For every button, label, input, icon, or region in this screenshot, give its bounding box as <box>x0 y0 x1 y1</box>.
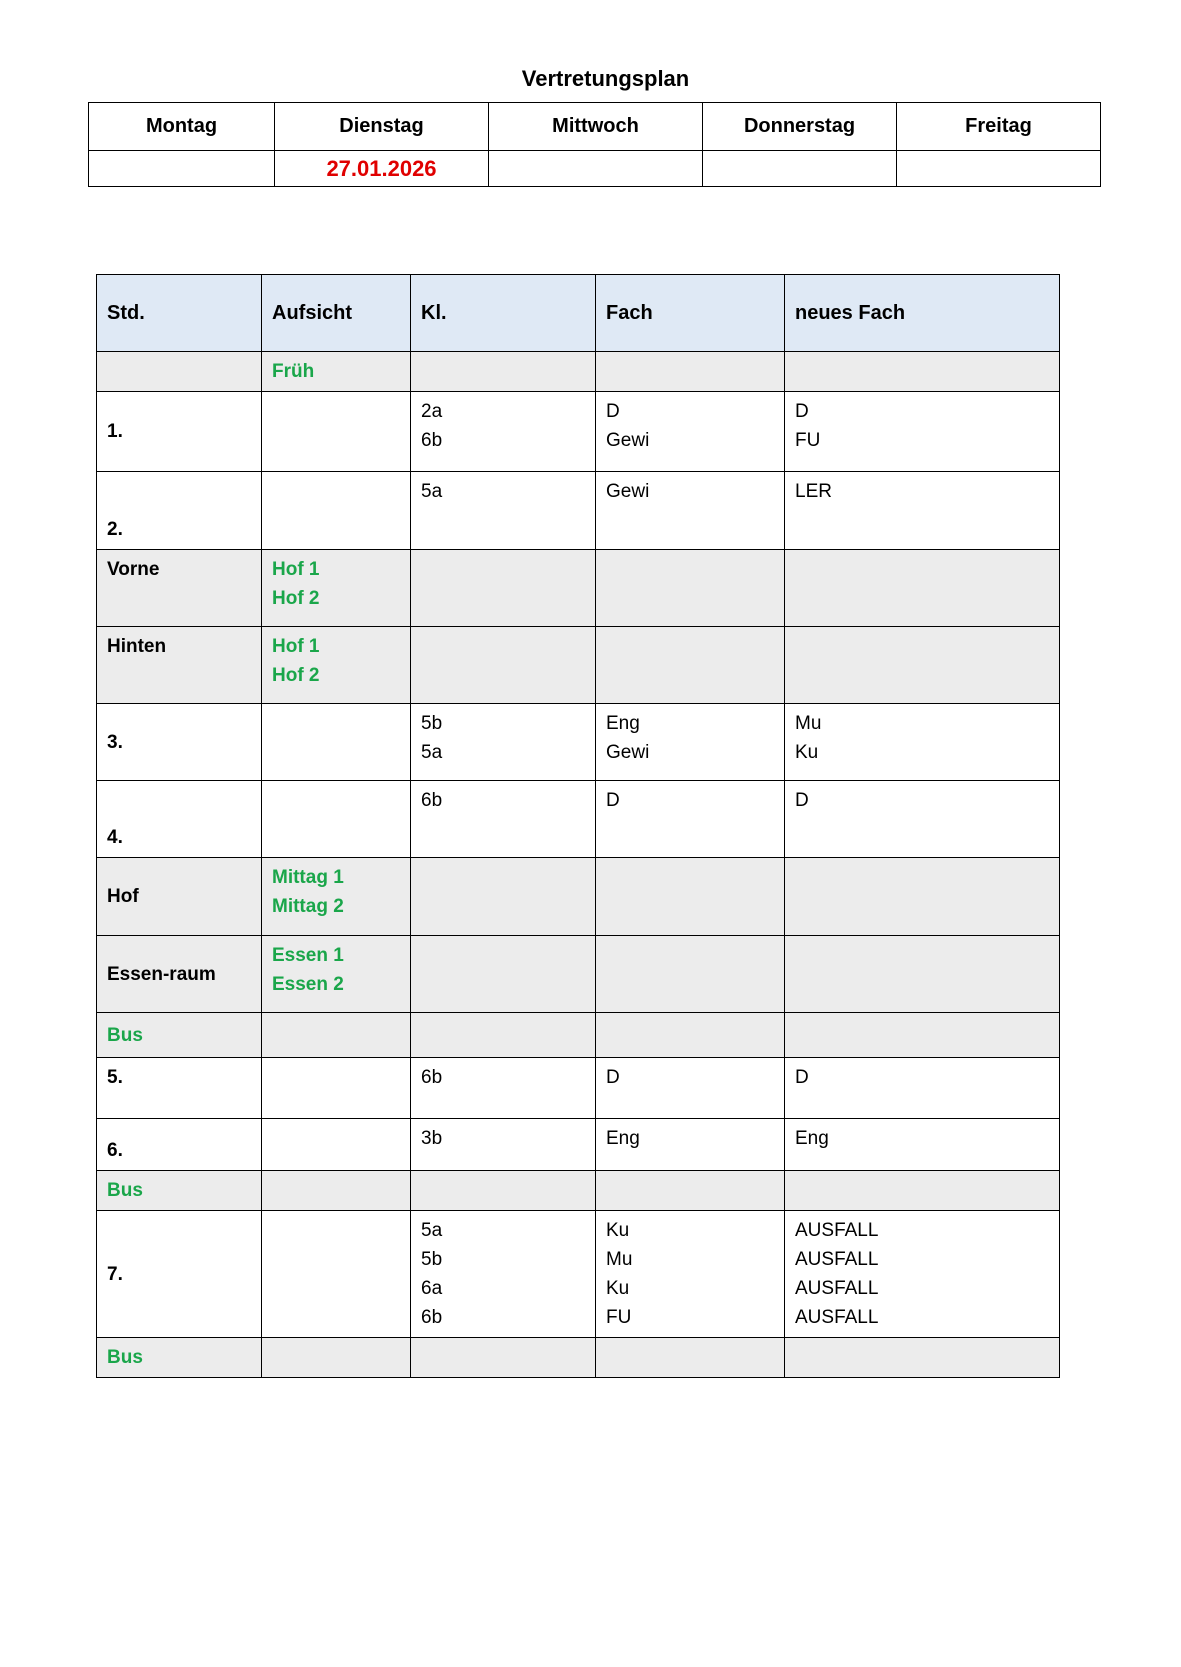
cell-neues-fach <box>785 392 1060 472</box>
cell-text: 6. <box>107 1140 123 1161</box>
cell-aufsicht <box>262 704 411 781</box>
cell-text: Ku <box>606 1278 630 1299</box>
cell-text: D <box>795 1067 809 1088</box>
cell-text: D <box>795 401 809 422</box>
cell-text: 7. <box>107 1263 123 1285</box>
cell-neues-fach <box>785 550 1060 627</box>
cell-std <box>97 1211 262 1338</box>
header-neues-fach: neues Fach <box>785 275 1060 352</box>
cell-fach <box>596 550 785 627</box>
cell-text: Eng <box>795 1128 829 1149</box>
table-row <box>97 352 1060 392</box>
day-monday: Montag <box>89 103 275 151</box>
cell-std <box>97 858 262 936</box>
weekday-row <box>89 103 1101 151</box>
cell-text: Essen 2 <box>272 974 344 995</box>
cell-kl <box>411 352 596 392</box>
cell-kl <box>411 1058 596 1119</box>
table-row <box>97 392 1060 472</box>
cell-text: AUSFALL <box>795 1278 879 1299</box>
cell-kl <box>411 550 596 627</box>
cell-std <box>97 781 262 858</box>
cell-neues-fach <box>785 936 1060 1013</box>
cell-text: Hof 2 <box>272 588 320 609</box>
cell-kl <box>411 1013 596 1058</box>
cell-text: Ku <box>606 1220 630 1241</box>
date-thursday <box>703 151 897 187</box>
cell-text: Ku <box>795 742 819 763</box>
cell-aufsicht <box>262 936 411 1013</box>
cell-std <box>97 352 262 392</box>
cell-aufsicht <box>262 550 411 627</box>
header-aufsicht: Aufsicht <box>262 275 411 352</box>
cell-text: Hinten <box>107 636 167 657</box>
cell-text: Mittag 1 <box>272 867 344 888</box>
cell-std <box>97 704 262 781</box>
cell-text: 4. <box>107 827 123 848</box>
cell-kl <box>411 1211 596 1338</box>
cell-text: 6a <box>421 1278 443 1299</box>
cell-neues-fach <box>785 781 1060 858</box>
cell-text: 3. <box>107 731 123 753</box>
table-row <box>97 472 1060 550</box>
cell-std <box>97 1171 262 1211</box>
cell-fach <box>596 1119 785 1171</box>
cell-fach <box>596 352 785 392</box>
cell-fach <box>596 1338 785 1378</box>
cell-std <box>97 1058 262 1119</box>
day-friday: Freitag <box>897 103 1101 151</box>
cell-aufsicht <box>262 781 411 858</box>
cell-fach <box>596 936 785 1013</box>
cell-neues-fach <box>785 858 1060 936</box>
cell-neues-fach <box>785 352 1060 392</box>
table-row <box>97 858 1060 936</box>
cell-kl <box>411 472 596 550</box>
table-header-row <box>97 275 1060 352</box>
cell-text: AUSFALL <box>795 1220 879 1241</box>
cell-neues-fach <box>785 1211 1060 1338</box>
cell-neues-fach <box>785 704 1060 781</box>
cell-neues-fach <box>785 1171 1060 1211</box>
cell-text: 5b <box>421 1249 443 1270</box>
cell-kl <box>411 392 596 472</box>
page-title: Vertretungsplan <box>521 66 690 91</box>
cell-text: AUSFALL <box>795 1249 879 1270</box>
cell-text: Vorne <box>107 559 160 580</box>
header-std: Std. <box>97 275 262 352</box>
cell-neues-fach <box>785 1013 1060 1058</box>
cell-std <box>97 550 262 627</box>
header-klasse: Kl. <box>411 275 596 352</box>
cell-std <box>97 627 262 704</box>
cell-fach <box>596 472 785 550</box>
cell-text: Gewi <box>606 430 650 451</box>
cell-fach <box>596 1013 785 1058</box>
cell-text: 2. <box>107 519 123 540</box>
header-fach: Fach <box>596 275 785 352</box>
cell-text: Hof 1 <box>272 636 320 657</box>
cell-fach <box>596 627 785 704</box>
cell-neues-fach <box>785 1058 1060 1119</box>
cell-kl <box>411 1338 596 1378</box>
cell-std <box>97 1013 262 1058</box>
cell-fach <box>596 1211 785 1338</box>
cell-text: Bus <box>107 1347 143 1368</box>
cell-text: 5. <box>107 1067 123 1088</box>
cell-text: 1. <box>107 421 123 442</box>
cell-text: 6b <box>421 1307 443 1328</box>
date-monday <box>89 151 275 187</box>
table-row <box>97 1013 1060 1058</box>
cell-kl <box>411 781 596 858</box>
cell-kl <box>411 858 596 936</box>
cell-text: 5a <box>421 742 443 763</box>
cell-text: Eng <box>606 1128 640 1149</box>
cell-text: D <box>606 1067 620 1088</box>
cell-text: Hof 2 <box>272 665 320 686</box>
cell-text: 5b <box>421 713 443 734</box>
cell-aufsicht <box>262 1013 411 1058</box>
cell-aufsicht <box>262 1058 411 1119</box>
cell-text: Essen 1 <box>272 945 344 966</box>
cell-text: FU <box>606 1307 632 1328</box>
cell-text: 2a <box>421 401 443 422</box>
cell-fach <box>596 704 785 781</box>
week-table <box>88 102 1101 187</box>
cell-aufsicht <box>262 1171 411 1211</box>
cell-std <box>97 1338 262 1378</box>
day-wednesday: Mittwoch <box>489 103 703 151</box>
cell-text: 6b <box>421 430 443 451</box>
cell-kl <box>411 627 596 704</box>
cell-fach <box>596 392 785 472</box>
table-row <box>97 704 1060 781</box>
cell-aufsicht <box>262 858 411 936</box>
cell-std <box>97 472 262 550</box>
cell-std <box>97 1119 262 1171</box>
table-row <box>97 1119 1060 1171</box>
table-row <box>97 781 1060 858</box>
day-tuesday: Dienstag <box>275 103 489 151</box>
cell-neues-fach <box>785 627 1060 704</box>
cell-text: Gewi <box>606 742 650 763</box>
cell-aufsicht <box>262 1119 411 1171</box>
table-row <box>97 1338 1060 1378</box>
cell-text: 3b <box>421 1128 443 1149</box>
cell-neues-fach <box>785 1119 1060 1171</box>
cell-fach <box>596 781 785 858</box>
table-row <box>97 1211 1060 1338</box>
cell-std <box>97 936 262 1013</box>
cell-text: D <box>795 790 809 811</box>
cell-aufsicht <box>262 392 411 472</box>
cell-text: D <box>606 790 620 811</box>
cell-aufsicht <box>262 352 411 392</box>
table-body <box>97 352 1060 1378</box>
cell-text: FU <box>795 430 821 451</box>
cell-text: LER <box>795 481 832 502</box>
cell-text: Mu <box>606 1249 633 1270</box>
cell-text: 6b <box>421 1067 443 1088</box>
cell-text: Früh <box>272 361 315 382</box>
cell-text: Mittag 2 <box>272 896 344 917</box>
day-thursday: Donnerstag <box>703 103 897 151</box>
table-row <box>97 1171 1060 1211</box>
table-row <box>97 936 1060 1013</box>
cell-std <box>97 392 262 472</box>
cell-text: Bus <box>107 1180 143 1201</box>
cell-text: Hof 1 <box>272 559 320 580</box>
cell-text: Gewi <box>606 481 650 502</box>
cell-kl <box>411 1119 596 1171</box>
cell-text: 5a <box>421 481 443 502</box>
date-row <box>89 151 1101 187</box>
cell-neues-fach <box>785 1338 1060 1378</box>
cell-neues-fach <box>785 472 1060 550</box>
cell-text: AUSFALL <box>795 1307 879 1328</box>
table-row <box>97 1058 1060 1119</box>
cell-kl <box>411 1171 596 1211</box>
cell-fach <box>596 1058 785 1119</box>
date-tuesday: 27.01.2026 <box>275 151 489 187</box>
cell-aufsicht <box>262 627 411 704</box>
date-wednesday <box>489 151 703 187</box>
cell-text: Bus <box>107 1024 143 1046</box>
cell-text: Mu <box>795 713 822 734</box>
cell-kl <box>411 936 596 1013</box>
cell-text: D <box>606 401 620 422</box>
cell-aufsicht <box>262 1338 411 1378</box>
cell-text: Hof <box>107 886 139 907</box>
cell-kl <box>411 704 596 781</box>
date-friday <box>897 151 1101 187</box>
cell-fach <box>596 858 785 936</box>
cell-text: 6b <box>421 790 443 811</box>
table-row <box>97 550 1060 627</box>
cell-aufsicht <box>262 1211 411 1338</box>
cell-text: Eng <box>606 713 640 734</box>
cell-aufsicht <box>262 472 411 550</box>
cell-text: 5a <box>421 1220 443 1241</box>
cell-text: Essen-raum <box>107 963 216 985</box>
cell-fach <box>596 1171 785 1211</box>
substitution-table <box>96 274 1060 1378</box>
table-row <box>97 627 1060 704</box>
